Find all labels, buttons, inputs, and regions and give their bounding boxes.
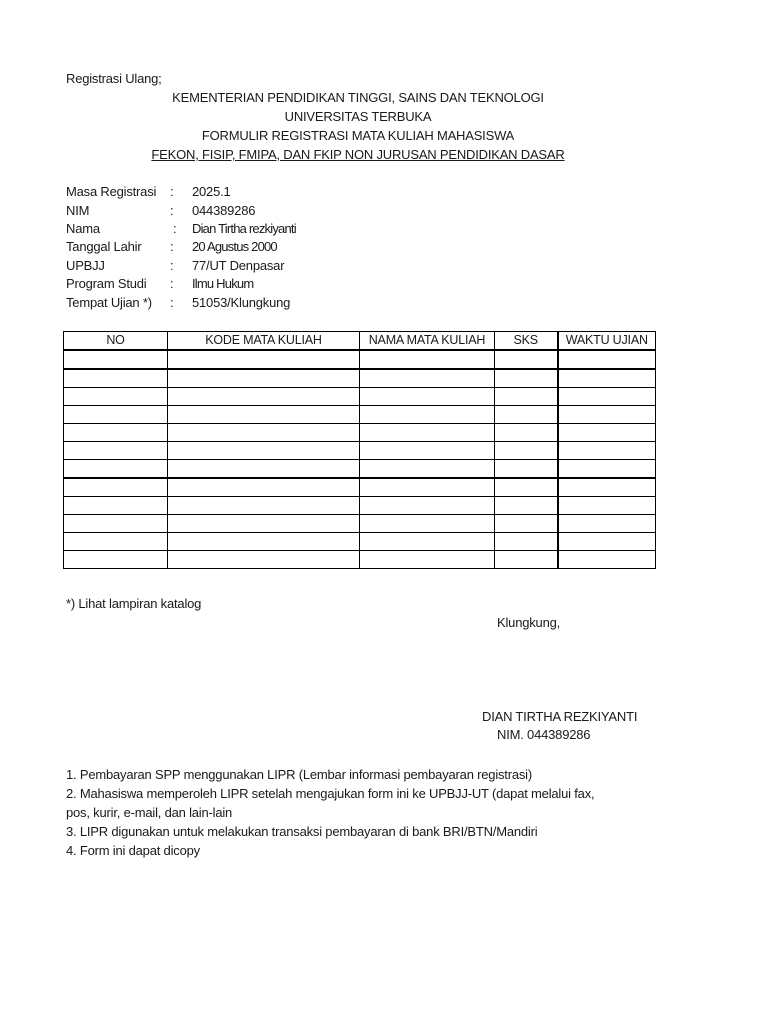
field-label: NIM — [66, 203, 90, 218]
field-colon: : — [170, 295, 174, 310]
cell-no — [64, 369, 168, 388]
signature-place: Klungkung, — [497, 615, 561, 630]
note-item: 3. LIPR digunakan untuk melakukan transaksi pembayaran di bank BRI/BTN/Mandiri — [66, 824, 538, 839]
cell-waktu — [558, 388, 656, 406]
title-form: FORMULIR REGISTRASI MATA KULIAH MAHASISWA — [201, 128, 515, 143]
note-item: 2. Mahasiswa memperoleh LIPR setelah mengajukan form ini ke UPBJJ-UT (dapat melalui fax, pos, kurir, e-mail, dan lain-lain — [66, 786, 595, 820]
cell-waktu — [558, 551, 656, 569]
cell-kode — [168, 497, 360, 515]
cell-kode — [168, 478, 360, 497]
field-label: Nama — [66, 221, 100, 236]
field-value: 044389286 — [192, 203, 256, 218]
field-value: 51053/Klungkung — [192, 295, 291, 310]
cell-waktu — [558, 533, 656, 551]
field-value: Dian Tirtha rezkiyanti — [192, 221, 296, 236]
heading-note: Registrasi Ulang; — [66, 71, 162, 86]
column-header-waktu: WAKTU UJIAN — [558, 332, 656, 351]
signature-nim: NIM. 044389286 — [497, 727, 591, 742]
cell-waktu — [558, 350, 656, 369]
cell-waktu — [558, 478, 656, 497]
cell-nama — [360, 478, 495, 497]
table-row — [64, 515, 656, 533]
field-value: Ilmu Hukum — [192, 276, 254, 291]
field-label: Tempat Ujian *) — [66, 295, 152, 310]
cell-kode — [168, 515, 360, 533]
column-header-no: NO — [64, 332, 168, 351]
cell-nama — [360, 497, 495, 515]
cell-nama — [360, 369, 495, 388]
field-colon: : — [173, 221, 177, 236]
cell-waktu — [558, 515, 656, 533]
cell-kode — [168, 442, 360, 460]
cell-no — [64, 350, 168, 369]
cell-sks — [495, 350, 558, 369]
cell-no — [64, 388, 168, 406]
cell-no — [64, 515, 168, 533]
cell-waktu — [558, 442, 656, 460]
cell-kode — [168, 388, 360, 406]
note-item: 1. Pembayaran SPP menggunakan LIPR (Lembar informasi pembayaran registrasi) — [66, 767, 533, 782]
cell-sks — [495, 442, 558, 460]
cell-nama — [360, 424, 495, 442]
cell-sks — [495, 497, 558, 515]
field-colon: : — [170, 203, 174, 218]
table-row — [64, 533, 656, 551]
cell-kode — [168, 369, 360, 388]
title-university: UNIVERSITAS TERBUKA — [284, 109, 432, 124]
table-row — [64, 424, 656, 442]
cell-sks — [495, 478, 558, 497]
cell-no — [64, 551, 168, 569]
field-value: 2025.1 — [192, 184, 231, 199]
cell-nama — [360, 515, 495, 533]
cell-no — [64, 497, 168, 515]
cell-nama — [360, 350, 495, 369]
field-colon: : — [170, 239, 174, 254]
table-row — [64, 497, 656, 515]
cell-waktu — [558, 369, 656, 388]
field-value: 20 Agustus 2000 — [192, 239, 277, 254]
table-row — [64, 369, 656, 388]
cell-no — [64, 424, 168, 442]
cell-no — [64, 478, 168, 497]
table-row — [64, 478, 656, 497]
cell-nama — [360, 406, 495, 424]
field-label: Program Studi — [66, 276, 147, 291]
field-colon: : — [170, 276, 174, 291]
field-value: 77/UT Denpasar — [192, 258, 285, 273]
cell-sks — [495, 369, 558, 388]
cell-nama — [360, 551, 495, 569]
field-label: UPBJJ — [66, 258, 105, 273]
cell-no — [64, 460, 168, 479]
table-row — [64, 388, 656, 406]
subtitle-faculties: FEKON, FISIP, FMIPA, DAN FKIP NON JURUSAN PENDIDIKAN DASAR — [151, 147, 565, 162]
course-table — [63, 331, 656, 569]
column-header-nama: NAMA MATA KULIAH — [360, 332, 495, 351]
cell-waktu — [558, 406, 656, 424]
cell-kode — [168, 460, 360, 479]
cell-sks — [495, 533, 558, 551]
column-header-kode: KODE MATA KULIAH — [168, 332, 360, 351]
cell-sks — [495, 551, 558, 569]
column-header-sks: SKS — [495, 332, 558, 351]
field-label: Masa Registrasi — [66, 184, 157, 199]
cell-waktu — [558, 497, 656, 515]
title-ministry: KEMENTERIAN PENDIDIKAN TINGGI, SAINS DAN TEKNOLOGI — [172, 90, 544, 105]
field-colon: : — [170, 184, 174, 199]
cell-kode — [168, 551, 360, 569]
cell-kode — [168, 406, 360, 424]
cell-sks — [495, 388, 558, 406]
cell-nama — [360, 533, 495, 551]
table-row — [64, 406, 656, 424]
cell-nama — [360, 460, 495, 479]
cell-no — [64, 406, 168, 424]
cell-waktu — [558, 460, 656, 479]
cell-sks — [495, 515, 558, 533]
cell-kode — [168, 350, 360, 369]
cell-kode — [168, 424, 360, 442]
table-row — [64, 350, 656, 369]
cell-no — [64, 533, 168, 551]
table-row — [64, 442, 656, 460]
notes-list — [66, 765, 626, 860]
cell-no — [64, 442, 168, 460]
cell-sks — [495, 424, 558, 442]
table-row — [64, 460, 656, 479]
note-item: 4. Form ini dapat dicopy — [66, 843, 200, 858]
field-colon: : — [170, 258, 174, 273]
cell-nama — [360, 442, 495, 460]
field-label: Tanggal Lahir — [66, 239, 142, 254]
cell-kode — [168, 533, 360, 551]
cell-waktu — [558, 424, 656, 442]
table-row — [64, 551, 656, 569]
signature-name: DIAN TIRTHA REZKIYANTI — [482, 709, 638, 724]
table-header-row — [64, 332, 656, 351]
cell-sks — [495, 406, 558, 424]
cell-sks — [495, 460, 558, 479]
cell-nama — [360, 388, 495, 406]
footnote: *) Lihat lampiran katalog — [66, 596, 202, 611]
